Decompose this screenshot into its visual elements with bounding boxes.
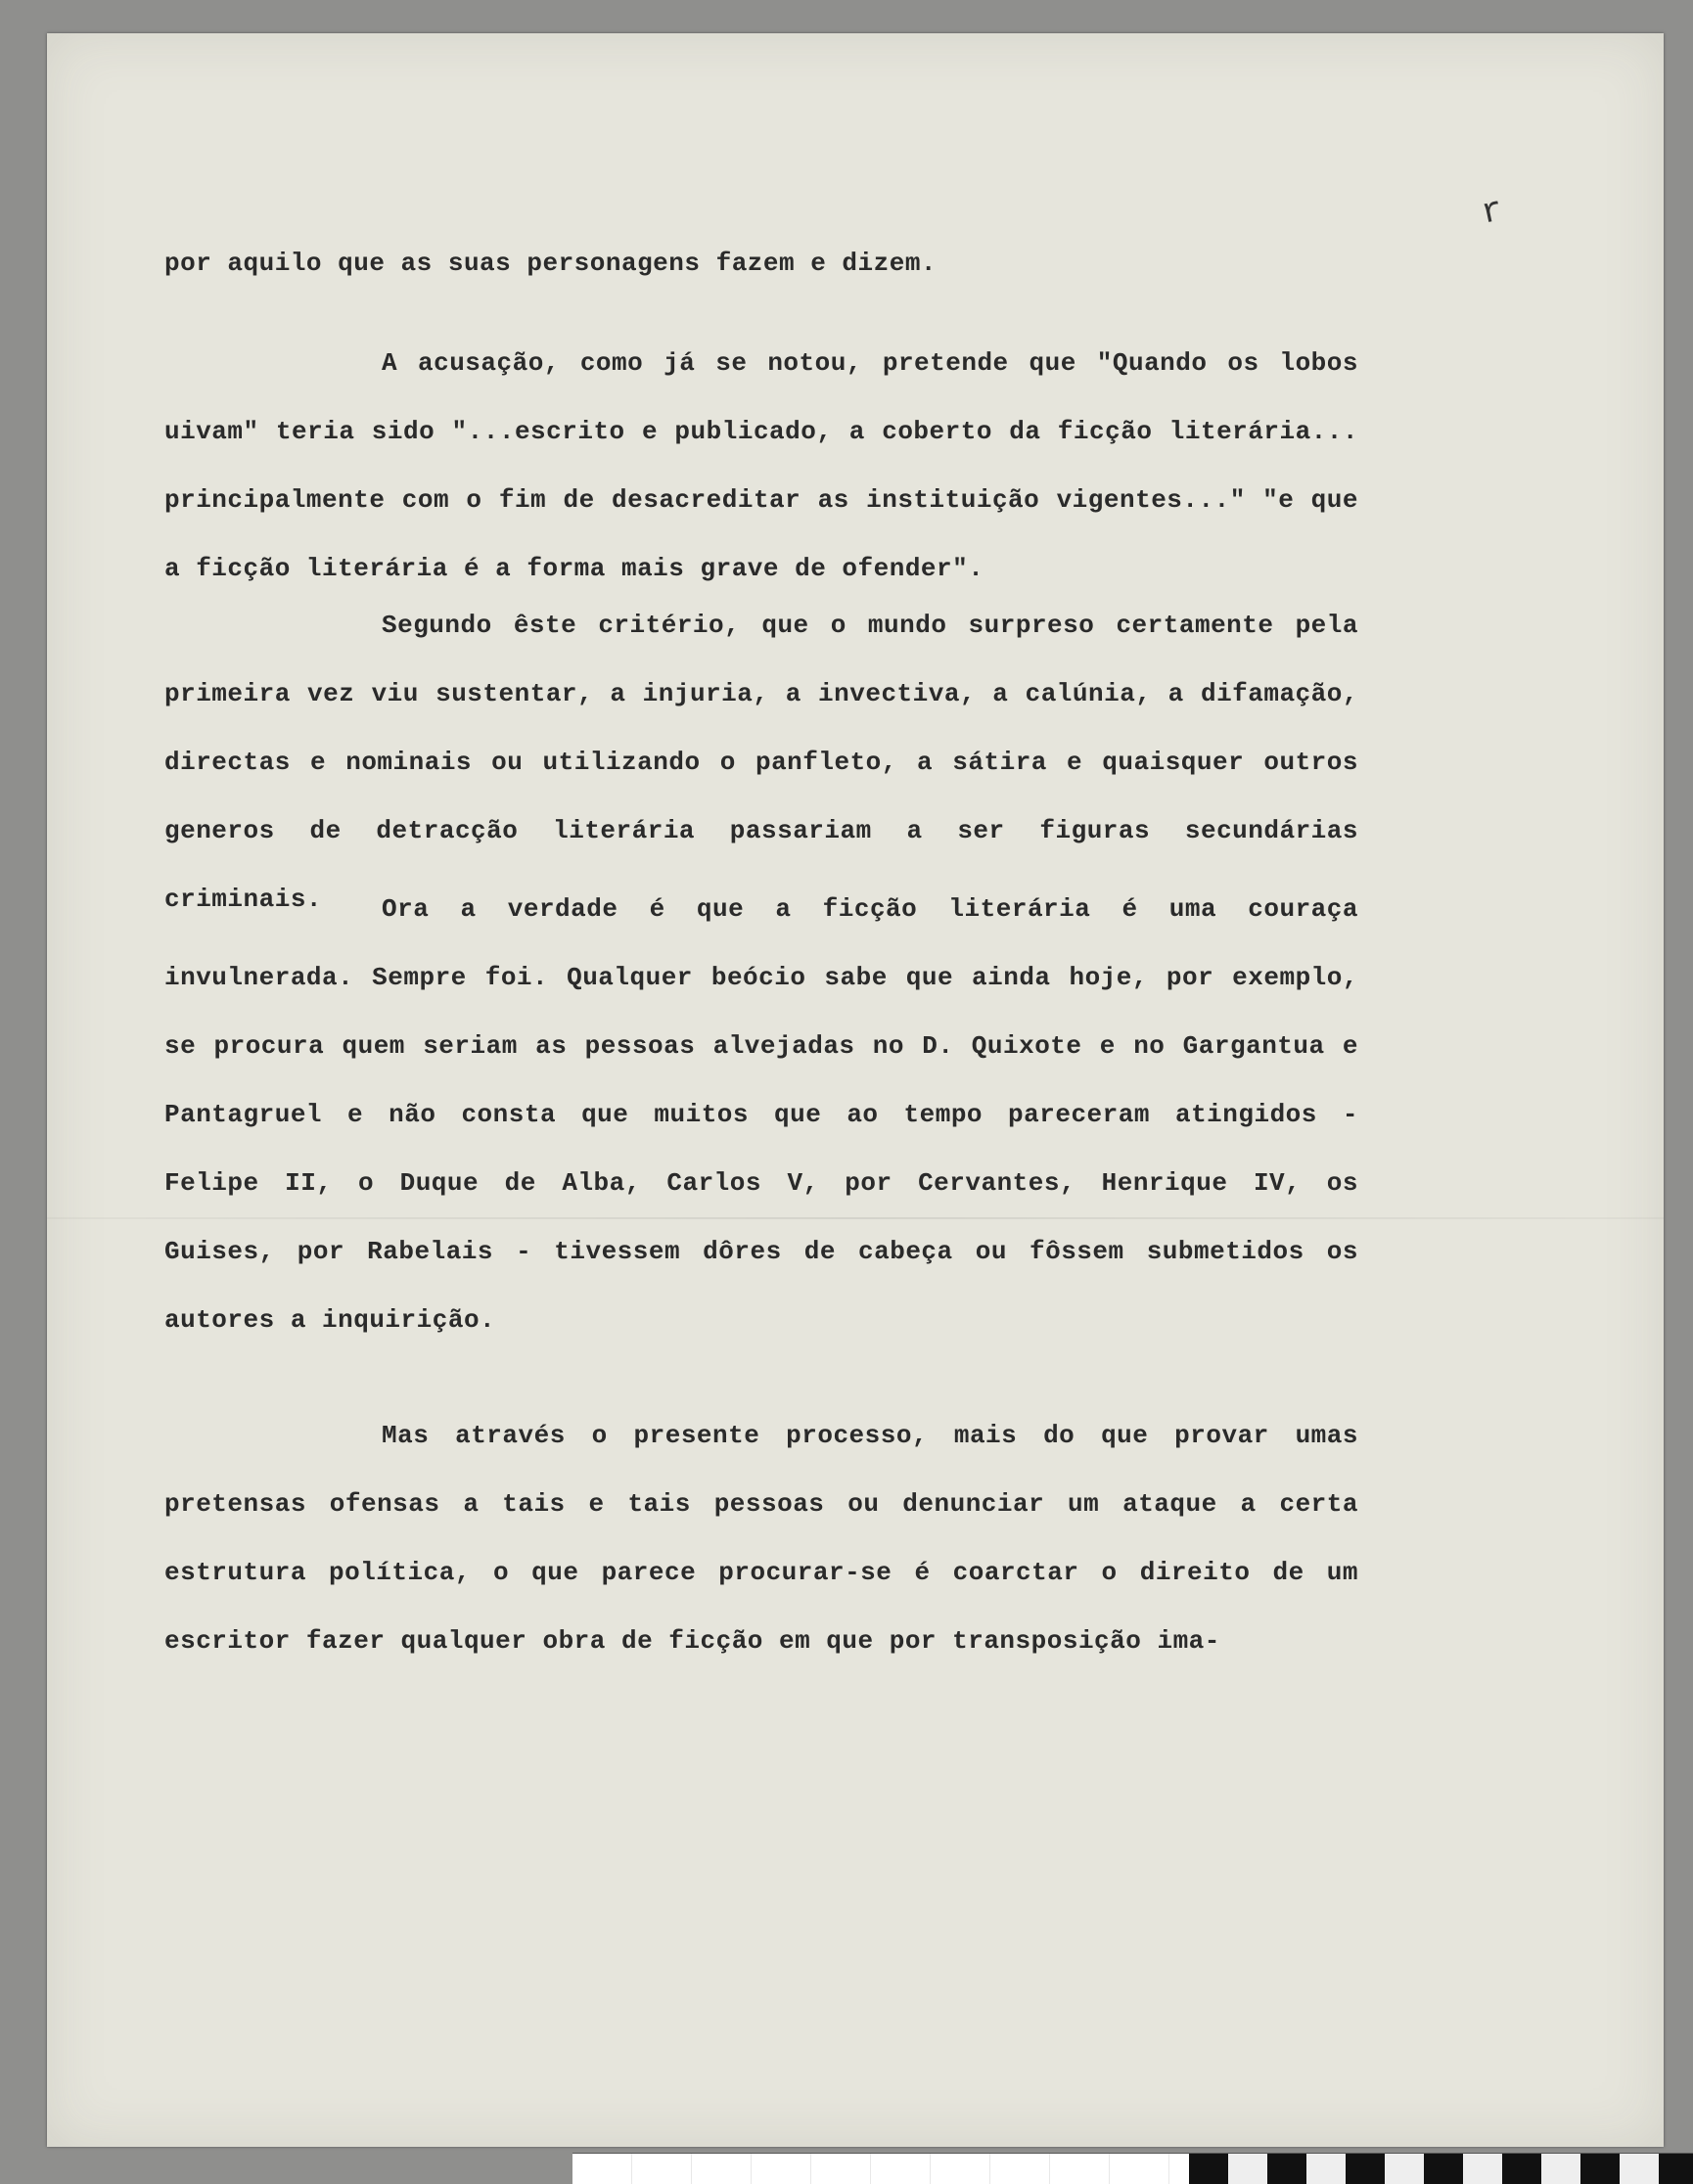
scale-ruler-dark-segment	[1189, 2154, 1693, 2184]
paragraph-2: A acusação, como já se notou, pretende que "Quando os lobos uivam" teria sido "...escrito e publicado, a coberto da ficção literária... principalmente com o fim de desacreditar as instituição vigentes..." "e que a ficção literária é a forma mais grave de ofender".	[164, 348, 1358, 583]
scale-ruler	[572, 2153, 1693, 2184]
paragraph-4: Ora a verdade é que a ficção literária é uma couraça invulnerada. Sempre foi. Qualquer beócio sabe que ainda hoje, por exemplo, se procura quem seriam as pessoas alvejadas no D. Quixote e no Gargantua e Pantagruel e não consta que muitos que ao tempo pareceram atingidos - Felipe II, o Duque de Alba, Carlos V, por Cervantes, Henrique IV, os Guises, por Rabelais - tivessem dôres de cabeça ou fôssem submetidos os autores a inquirição.	[164, 894, 1358, 1335]
corner-mark: r	[1477, 190, 1507, 234]
document-page	[47, 33, 1664, 2147]
paragraph-3: Segundo êste critério, que o mundo surpreso certamente pela primeira vez viu sustentar, a injuria, a invectiva, a calúnia, a difamação, directas e nominais ou utilizando o panfleto, a sátira e quaisquer outros generos de detracção literária passariam a ser figuras secundárias criminais.	[164, 611, 1358, 914]
paragraph-1: por aquilo que as suas personagens fazem e dizem.	[164, 249, 938, 278]
paragraph-5: Mas através o presente processo, mais do que provar umas pretensas ofensas a tais e tais pessoas ou denunciar um ataque a certa estrutura política, o que parece procurar-se é coarctar o direito de um escritor fazer qualquer obra de ficção em que por transposição ima-	[164, 1421, 1358, 1656]
